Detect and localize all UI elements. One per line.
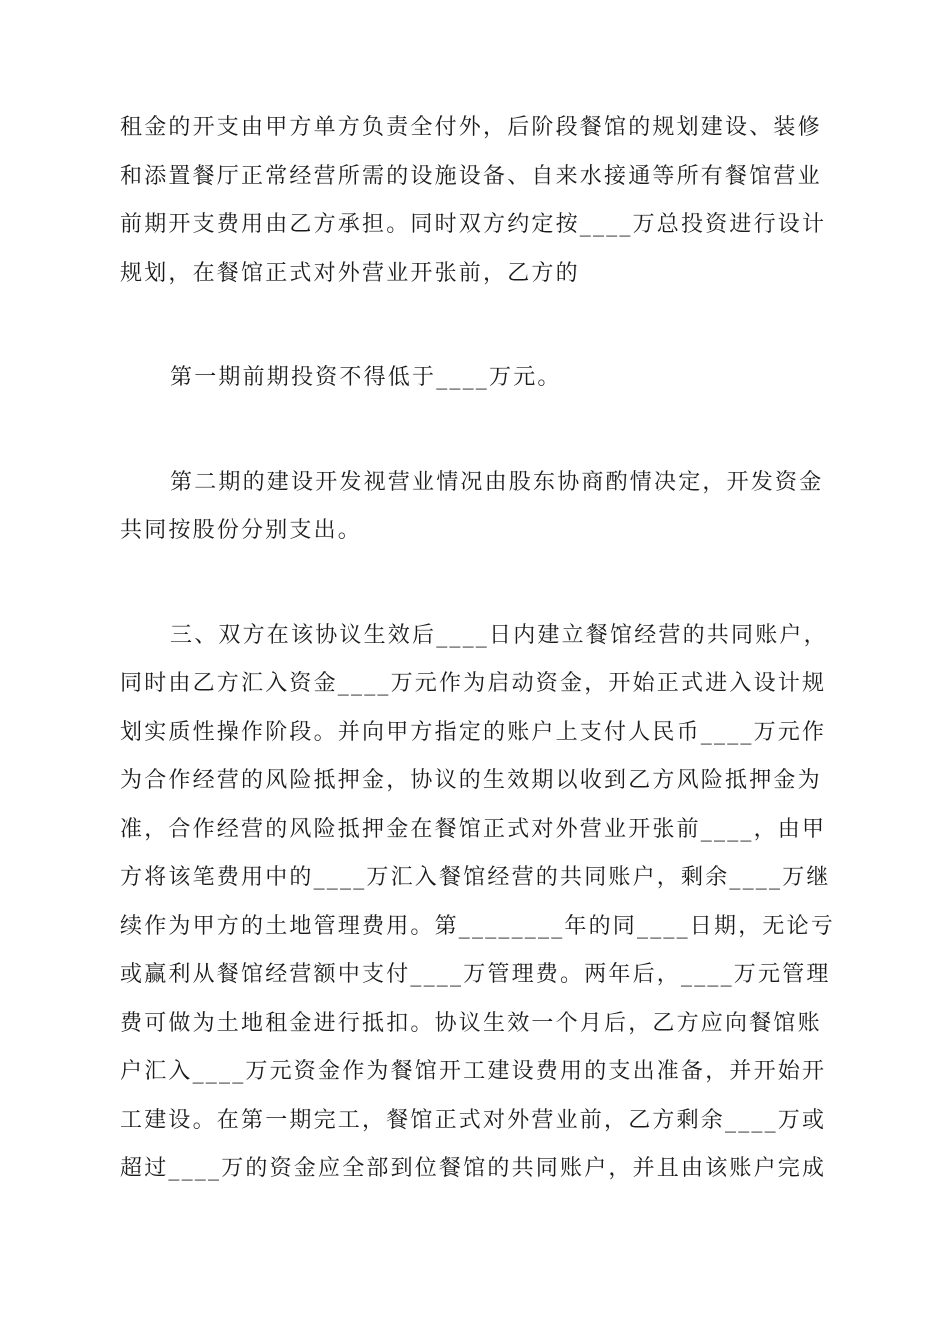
text-line: 划实质性操作阶段。并向甲方指定的账户上支付人民币____万元作 <box>120 719 827 745</box>
text-line: 超过____万的资金应全部到位餐馆的共同账户，并且由该账户完成 <box>120 1156 827 1181</box>
text-line: 费可做为土地租金进行抵扣。协议生效一个月后，乙方应向餐馆账 <box>120 1010 822 1036</box>
document-page <box>120 104 836 1194</box>
text-line: 共同按股份分别支出。 <box>120 518 363 543</box>
text-line: 或赢利从餐馆经营额中支付____万管理费。两年后，____万元管理 <box>120 962 831 987</box>
text-line: 同时由乙方汇入资金____万元作为启动资金，开始正式进入设计规 <box>120 671 827 696</box>
text-line: 工建设。在第一期完工，餐馆正式对外营业前，乙方剩余____万或 <box>120 1107 827 1133</box>
text-line: 前期开支费用由乙方承担。同时双方约定按____万总投资进行设计 <box>120 212 827 237</box>
text-line: 第二期的建设开发视营业情况由股东协商酌情决定，开发资金 <box>170 469 824 495</box>
text-line: 和添置餐厅正常经营所需的设施设备、自来水接通等所有餐馆营业 <box>120 163 822 189</box>
text-line: 为合作经营的风险抵押金，协议的生效期以收到乙方风险抵押金为 <box>120 768 822 793</box>
paragraph-second-phase <box>120 459 832 556</box>
text-line: 规划，在餐馆正式对外营业开张前，乙方的 <box>120 260 580 286</box>
paragraph-clause-three <box>120 612 836 1194</box>
paragraph-investment-responsibility <box>120 104 832 298</box>
text-line: 三、双方在该协议生效后____日内建立餐馆经营的共同账户， <box>170 622 828 648</box>
text-line: 第一期前期投资不得低于____万元。 <box>170 365 562 390</box>
text-line: 租金的开支由甲方单方负责全付外，后阶段餐馆的规划建设、装修 <box>120 115 822 140</box>
text-line: 方将该笔费用中的____万汇入餐馆经营的共同账户，剩余____万继 <box>120 865 831 890</box>
text-line: 户汇入____万元资金作为餐馆开工建设费用的支出准备，并开始开 <box>120 1059 827 1084</box>
text-line: 续作为甲方的土地管理费用。第________年的同____日期，无论亏 <box>120 913 836 939</box>
text-line: 准，合作经营的风险抵押金在餐馆正式对外营业开张前____，由甲 <box>120 816 827 842</box>
paragraph-first-phase <box>120 354 832 403</box>
